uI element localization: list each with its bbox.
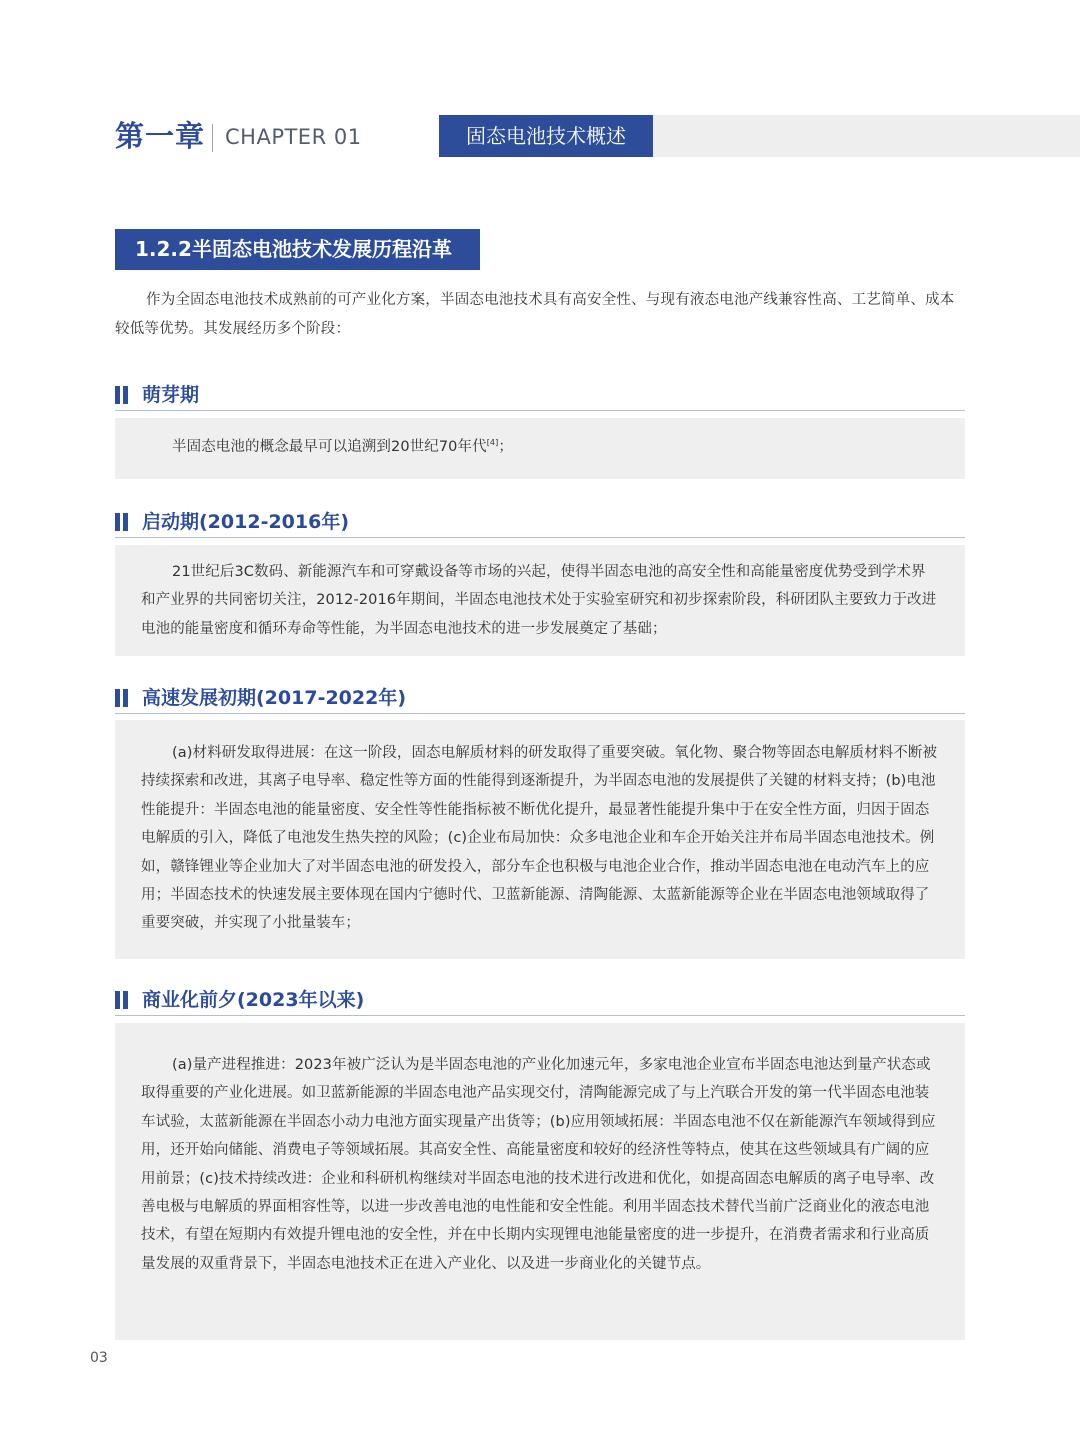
stage-heading-sprout <box>115 380 965 411</box>
chapter-title: 固态电池技术概述 <box>439 115 653 157</box>
stage-heading-pre-commercial <box>115 985 965 1016</box>
heading-bar-icon <box>115 386 128 404</box>
chapter-label: CHAPTER 01 <box>225 125 362 149</box>
page-number: 03 <box>90 1350 108 1366</box>
stage-box-sprout <box>115 418 965 479</box>
stage-body: (a)量产进程推进：2023年被广泛认为是半固态电池的产业化加速元年，多家电池企业宣布半固态电池达到量产状态或取得重要的产业化进展。如卫蓝新能源的半固态电池产品实现交付，清陶能源完成了与上汽联合开发的第一代半固态电池装车试验，太蓝新能源在半固态小动力电池方面实现量产出货等；(b)应用领域拓展：半固态电池不仅在新能源汽车领域得到应用，还开始向储能、消费电子等领域拓展。其高安全性、高能量密度和较好的经济性等特点，使其在这些领域具有广阔的应用前景；(c)技术持续改进：企业和科研机构继续对半固态电池的技术进行改进和优化，如提高固态电解质的离子电导率、改善电极与电解质的界面相容性等，以进一步改善电池的电性能和安全性能。利用半固态技术替代当前广泛商业化的液态电池技术，有望在短期内有效提升锂电池的安全性，并在中长期内实现锂电池能量密度的进一步提升，在消费者需求和行业高质量发展的双重背景下，半固态电池技术正在进入产业化、以及进一步商业化的关键节点。 <box>141 1057 936 1272</box>
chapter-divider <box>212 124 213 152</box>
stage-box-rapid-growth <box>115 720 965 959</box>
citation: [4] <box>486 438 499 448</box>
section-title: 1.2.2半固态电池技术发展历程沿革 <box>115 229 480 270</box>
stage-heading-rapid-growth <box>115 683 965 714</box>
stage-title: 萌芽期 <box>142 384 200 406</box>
heading-bar-icon <box>115 689 128 707</box>
heading-bar-icon <box>115 991 128 1009</box>
stage-body: 半固态电池的概念最早可以追溯到20世纪70年代[4]； <box>172 438 513 455</box>
stage-body: (a)材料研发取得进展：在这一阶段，固态电解质材料的研发取得了重要突破。氧化物、聚合物等固态电解质材料不断被持续探索和改进，其离子电导率、稳定性等方面的性能得到逐渐提升，为半固态电池的发展提供了关键的材料支持；(b)电池性能提升：半固态电池的能量密度、安全性等性能指标被不断优化提升，最显著性能提升集中于在安全性方面，归因于固态电解质的引入，降低了电池发生热失控的风险；(c)企业布局加快：众多电池企业和车企开始关注并布局半固态电池技术。例如，赣锋锂业等企业加大了对半固态电池的研发投入，部分车企也积极与电池企业合作，推动半固态电池在电动汽车上的应用；半固态技术的快速发展主要体现在国内宁德时代、卫蓝新能源、清陶能源、太蓝新能源等企业在半固态电池领域取得了重要突破，并实现了小批量装车； <box>141 745 938 932</box>
stage-title: 商业化前夕(2023年以来) <box>142 989 365 1011</box>
stage-box-startup <box>115 545 965 656</box>
stage-title: 启动期(2012-2016年) <box>142 511 350 533</box>
stage-title: 高速发展初期(2017-2022年) <box>142 687 407 709</box>
chapter-number: 第一章 <box>115 119 206 153</box>
stage-heading-startup <box>115 507 965 538</box>
heading-bar-icon <box>115 513 128 531</box>
stage-box-pre-commercial <box>115 1023 965 1340</box>
section-intro: 作为全固态电池技术成熟前的可产业化方案，半固态电池技术具有高安全性、与现有液态电池产线兼容性高、工艺简单、成本较低等优势。其发展经历多个阶段： <box>115 292 955 337</box>
stage-body: 21世纪后3C数码、新能源汽车和可穿戴设备等市场的兴起，使得半固态电池的高安全性和高能量密度优势受到学术界和产业界的共同密切关注，2012-2016年期间，半固态电池技术处于实验室研究和初步探索阶段，科研团队主要致力于改进电池的能量密度和循环寿命等性能，为半固态电池技术的进一步发展奠定了基础； <box>141 564 937 637</box>
